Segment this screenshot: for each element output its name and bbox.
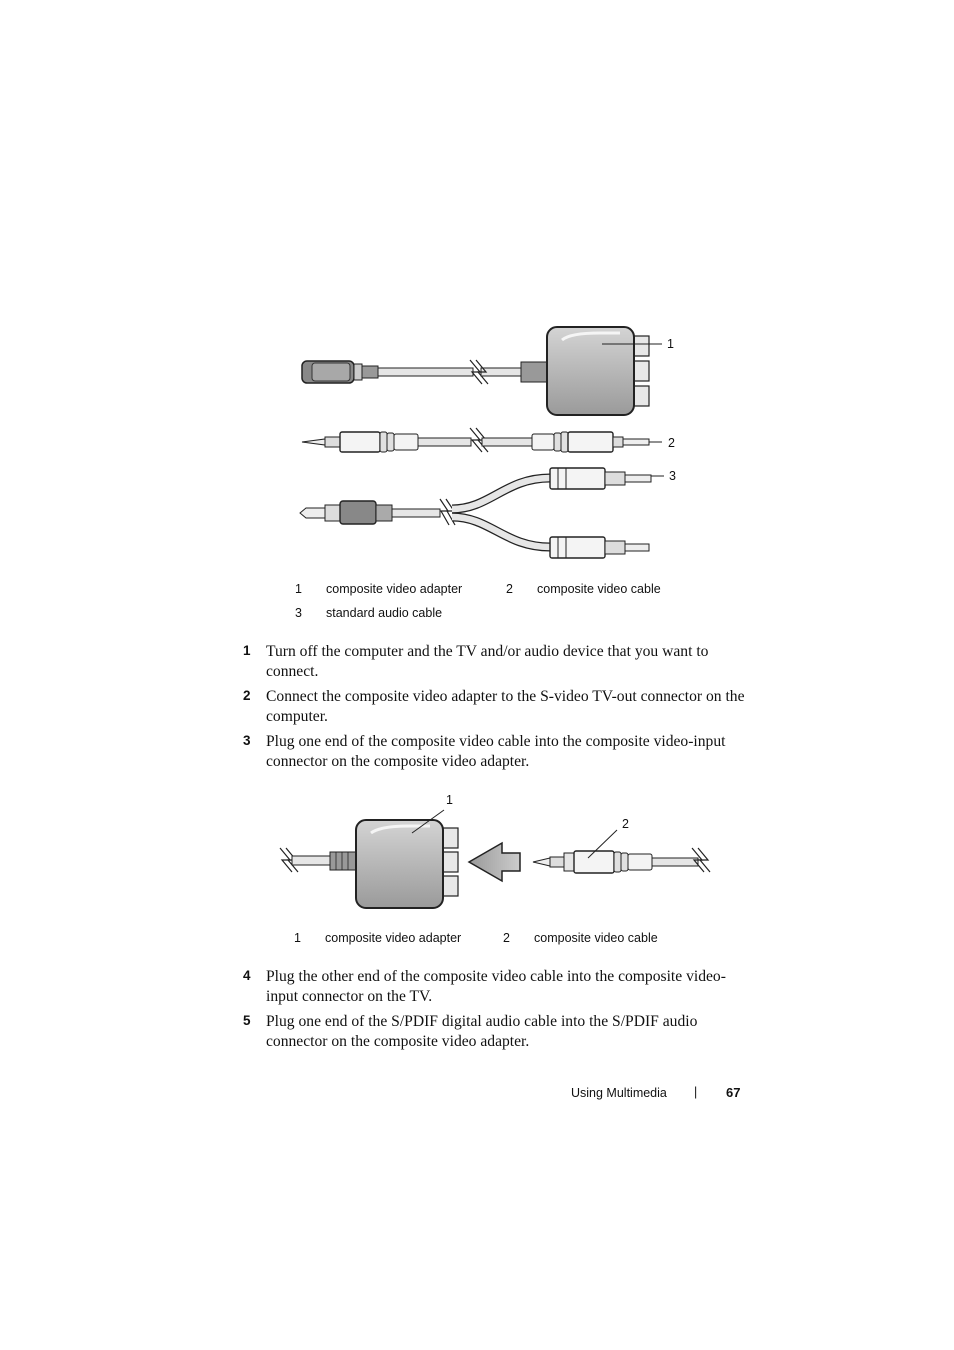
figure-1-cable-illustration (0, 0, 954, 600)
figure-2-callout-2: 2 (622, 817, 629, 831)
step-number: 2 (243, 688, 251, 703)
composite-video-adapter-assembly (302, 327, 662, 415)
legend-2-label: composite video cable (534, 931, 658, 945)
figure-1-callout-3: 3 (669, 469, 676, 483)
step-number: 4 (243, 968, 251, 983)
legend-1-num: 1 (295, 582, 302, 596)
step-text: Plug the other end of the composite video cable into the composite video-input connector on the TV. (266, 968, 726, 1005)
standard-audio-cable (300, 468, 664, 558)
step-number: 5 (243, 1013, 251, 1028)
figure-2-callout-1: 1 (446, 793, 453, 807)
legend-2-num: 2 (503, 931, 510, 945)
step-text: Plug one end of the S/PDIF digital audio cable into the S/PDIF audio connector on the composite video adapter. (266, 1013, 698, 1050)
insertion-arrow (469, 843, 520, 881)
footer-section-title: Using Multimedia (571, 1086, 667, 1100)
figure-2-connection-illustration (0, 780, 954, 930)
legend-3-label: standard audio cable (326, 606, 443, 620)
legend-1-label: composite video adapter (325, 931, 462, 945)
step-number: 3 (243, 733, 251, 748)
step-text: Connect the composite video adapter to the S-video TV-out connector on the computer. (266, 688, 745, 725)
step-text: Turn off the computer and the TV and/or audio device that you want to connect. (266, 643, 709, 680)
composite-video-adapter (280, 810, 458, 908)
footer-separator: | (694, 1085, 698, 1099)
legend-1-label: composite video adapter (326, 582, 463, 596)
page-number: 67 (726, 1085, 741, 1100)
legend-1-num: 1 (294, 931, 301, 945)
figure-1-callout-1: 1 (667, 337, 674, 351)
legend-2-num: 2 (506, 582, 513, 596)
legend-3-num: 3 (295, 606, 302, 620)
figure-1-callout-2: 2 (668, 436, 675, 450)
composite-video-cable (533, 830, 710, 873)
step-number: 1 (243, 643, 251, 658)
composite-video-cable (302, 428, 662, 452)
step-text: Plug one end of the composite video cable into the composite video-input connector on the composite video adapter. (266, 733, 726, 770)
legend-2-label: composite video cable (537, 582, 661, 596)
